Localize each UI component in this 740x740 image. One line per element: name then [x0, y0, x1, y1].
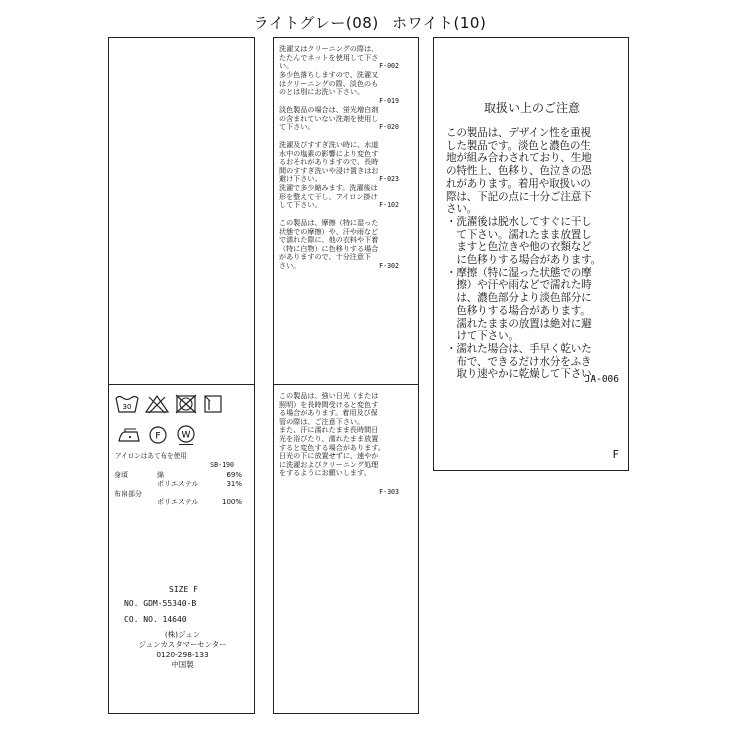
composition-cloth-pct: 100%: [221, 498, 242, 506]
composition-body-pct-1: 69%: [226, 471, 242, 479]
no-tumble-dry-icon: [175, 394, 197, 414]
country-of-origin: 中国製: [171, 660, 194, 669]
line-dry-shade-icon: [203, 394, 223, 414]
sb-code: SB-190: [210, 461, 234, 469]
composition-cloth-label: 布帛部分: [114, 490, 142, 498]
instruction-f023: 洗濯及びすすぎ洗い時に、水道 水中の塩素の影響により変色す るおそれがありますので、長時 間のすすぎ洗いや浸け置きはお 避け下さい。: [279, 140, 379, 184]
wash-temp: 30: [122, 403, 132, 411]
code-f302: F-302: [379, 262, 399, 270]
code-f102: F-102: [379, 201, 399, 209]
instruction-f002: 洗濯又はクリーニングの際は、 たたんでネットを使用して下さ い。: [279, 44, 379, 71]
notice-code: JA-006: [584, 374, 619, 385]
instruction-f102: 洗濯で多少縮みます。洗濯後は 形を整えて干し、アイロン掛け して下さい。: [279, 183, 378, 210]
dry-clean-letter: F: [155, 431, 161, 442]
maker-company: (株)ジュン: [164, 630, 201, 639]
care-label-instructions: [273, 37, 419, 714]
code-f023: F-023: [379, 175, 399, 183]
code-f020: F-020: [379, 123, 399, 131]
wet-clean-letter: W: [181, 430, 191, 441]
co-number: CO. NO. 14640: [124, 615, 187, 624]
notice-size: F: [612, 448, 619, 461]
care-label-composition: [108, 37, 255, 714]
instruction-f303: この製品は、強い日光（または 照明）を長時間受けると変色す る場合があります。着用及び保 管の際は、ご注意下さい。 また、汗に濡れたまま長時間日 光を浴びたり、濡れたまま放置 すると変色する場合があります。 日光の下に放置せずに、速やか に洗濯およびクリーニング処理 をするようにお願いします。: [279, 391, 385, 478]
composition-body-pct-2: 31%: [226, 480, 242, 488]
iron-low-icon: [115, 426, 141, 444]
no-bleach-icon: [145, 394, 169, 414]
care-label-notice: [433, 37, 629, 471]
wash-30-icon: [115, 394, 139, 414]
color-variant-white: ホワイト(10): [391, 14, 487, 32]
code-f019: F-019: [379, 97, 399, 105]
label-divider: [274, 384, 418, 385]
care-symbols-row-1: [115, 394, 223, 414]
care-symbols-row-2: [115, 424, 197, 446]
label-divider: [109, 384, 254, 385]
size: SIZE F: [169, 585, 198, 594]
notice-title: 取扱い上のご注意: [483, 101, 580, 115]
composition-body-fiber-2: ポリエステル: [157, 480, 199, 488]
color-variant-light-gray: ライトグレー(08): [253, 14, 379, 32]
instruction-f302: この製品は、摩擦（特に湿った 状態での摩擦）や、汗や雨など で濡れた際に、他の衣料や下着 （特に白物）に色移りする場合 がありますので、十分注意下 さい。: [279, 218, 379, 270]
composition-body-label: 身頃: [114, 471, 128, 479]
iron-note: アイロンはあて布を使用: [115, 452, 187, 460]
dry-clean-f-icon: [147, 425, 169, 445]
maker-center: ジュンカスタマーセンター: [138, 640, 227, 649]
code-f303: F-303: [379, 488, 399, 496]
composition-cloth-fiber: ポリエステル: [157, 498, 199, 506]
color-variants-header: [0, 12, 740, 33]
product-number: NO. GDM-55340-B: [124, 599, 197, 608]
composition-body-fiber-1: 綿: [157, 471, 164, 479]
maker-phone: 0120-298-133: [156, 650, 209, 659]
code-f002: F-002: [379, 62, 399, 70]
instruction-f020: 淡色製品の場合は、蛍光増白剤 の含まれていない洗剤を使用し て下さい。: [279, 105, 379, 132]
instruction-f019: 多少色落ちしますので、洗濯又 はクリーニングの際、淡色のも のとは別にお洗い下さい。: [279, 70, 379, 97]
wet-clean-w-icon: [175, 424, 197, 446]
notice-body: この製品は、デザイン性を重視 した製品です。淡色と濃色の生 地が組み合わされており、生地 の特性上、色移り、色泣きの恐 れがあります。着用や取扱いの 際は、下記の点に十分ご注意下 さい。 ・洗濯後は脱水してすぐに干し て下さい。濡れたまま放置し ますと色泣きや他の衣類など に色移りする場合があります。 ・摩擦（特に湿った状態での摩 擦）や汗や雨などで濡れた時 は、濃色部分より淡色部分に 色移りする場合があります。 濡れたままの放置は絶対に避 けて下さい。 ・濡れた場合は、手早く乾いた 布で、できるだけ水分をふき 取り速やかに乾燥して下さい。: [446, 127, 602, 381]
